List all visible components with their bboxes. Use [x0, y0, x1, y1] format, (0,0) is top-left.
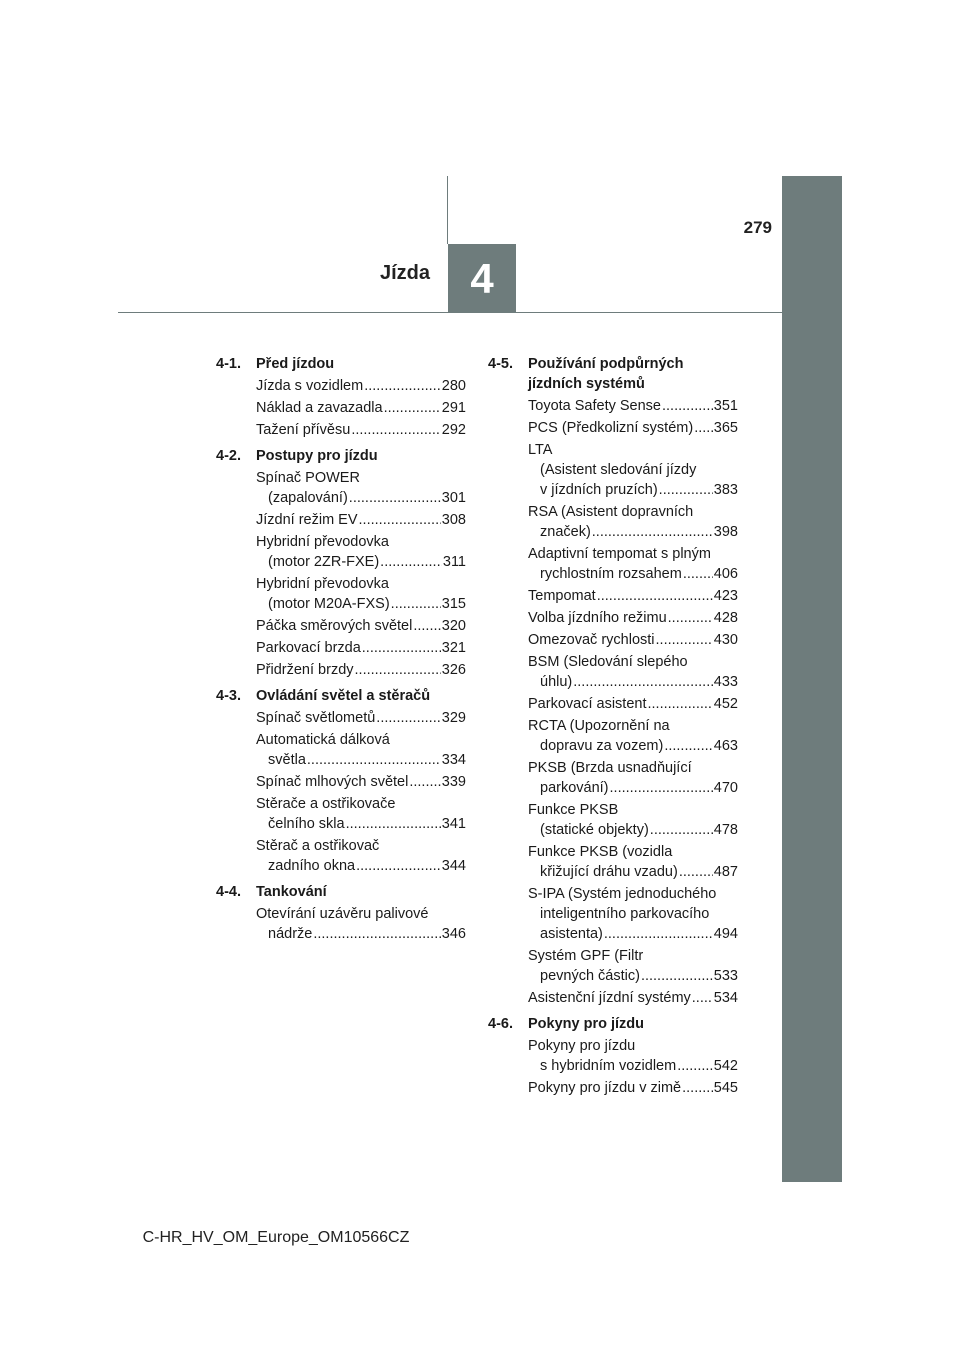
- toc-entry-title: Přidržení brzdy: [256, 662, 354, 678]
- toc-entry-line: [528, 396, 738, 416]
- toc-entry-text-line: (Asistent sledování jízdy: [540, 462, 697, 478]
- toc-entry-page: 423: [713, 588, 738, 604]
- section-heading: [216, 446, 466, 466]
- toc-entry-page: 341: [441, 816, 466, 832]
- toc-entry-title: pevných částic): [540, 968, 640, 984]
- toc-entry[interactable]: [528, 502, 738, 542]
- toc-entry-line: [528, 988, 738, 1008]
- toc-entry-title: Tažení přívěsu: [256, 422, 351, 438]
- toc-entry-title: rychlostním rozsahem: [540, 566, 682, 582]
- dot-leader: [610, 778, 713, 798]
- toc-entry[interactable]: [256, 468, 466, 508]
- toc-section: [488, 354, 738, 1008]
- dot-leader: [604, 924, 713, 944]
- toc-entry-title: Asistenční jízdní systémy: [528, 990, 691, 1006]
- toc-entry-line: [528, 418, 738, 438]
- dot-leader: [362, 638, 441, 658]
- dot-leader: [647, 694, 712, 714]
- toc-entry-text-line: Adaptivní tempomat s plným: [528, 546, 711, 562]
- chapter-side-tab: [782, 176, 842, 1182]
- toc-entry[interactable]: [256, 708, 466, 728]
- dot-leader: [355, 660, 441, 680]
- toc-entry-page: 494: [713, 926, 738, 942]
- toc-entry[interactable]: [256, 398, 466, 418]
- toc-entry-title: světla: [268, 752, 306, 768]
- toc-entry-page: 545: [713, 1080, 738, 1096]
- toc-entry-title: nádrže: [268, 926, 313, 942]
- toc-entry[interactable]: [528, 694, 738, 714]
- section-number: 4-2.: [216, 448, 241, 464]
- toc-entry-title: úhlu): [540, 674, 573, 690]
- toc-entry-title: Parkovací brzda: [256, 640, 361, 656]
- toc-entry[interactable]: [528, 1036, 738, 1076]
- toc-entry-page: 534: [713, 990, 738, 1006]
- toc-entry-title: Tempomat: [528, 588, 596, 604]
- section-number: 4-3.: [216, 688, 241, 704]
- section-heading: [488, 354, 738, 394]
- toc-entry-page: 291: [441, 400, 466, 416]
- toc-entry-text-line: RSA (Asistent dopravních: [528, 504, 694, 520]
- toc-entry[interactable]: [528, 544, 738, 584]
- section-entries: [216, 904, 466, 944]
- toc-entry-page: 428: [713, 610, 738, 626]
- dot-leader: [597, 586, 713, 606]
- toc-entry-page: 463: [713, 738, 738, 754]
- toc-entry-page: 308: [441, 512, 466, 528]
- section-entries: [488, 396, 738, 1008]
- section-number: 4-1.: [216, 356, 241, 372]
- toc-entry[interactable]: [528, 884, 738, 944]
- toc-entry-text-line: Hybridní převodovka: [256, 576, 389, 592]
- toc-section: [216, 882, 466, 944]
- dot-leader: [659, 480, 713, 500]
- toc-entry[interactable]: [528, 800, 738, 840]
- toc-entry-page: 478: [713, 822, 738, 838]
- toc-entry-text-line: Stěrač a ostřikovač: [256, 838, 380, 854]
- toc-entry[interactable]: [528, 842, 738, 882]
- toc-entry-text-line: Systém GPF (Filtr: [528, 948, 644, 964]
- toc-entry-line: [528, 924, 738, 944]
- toc-entry-page: 311: [442, 554, 466, 570]
- toc-entry-text-line: PKSB (Brzda usnadňující: [528, 760, 692, 776]
- chapter-number-box: 4: [448, 244, 516, 313]
- toc-entry[interactable]: [528, 758, 738, 798]
- toc-entry-line: [256, 488, 466, 508]
- toc-entry-title: Volba jízdního režimu: [528, 610, 667, 626]
- toc-entry-page: 433: [713, 674, 738, 690]
- toc-entry-page: 346: [441, 926, 466, 942]
- toc-entry-line: [256, 638, 466, 658]
- toc-entry-line: [256, 552, 466, 572]
- toc-entry-line: [256, 772, 466, 792]
- toc-entry[interactable]: [256, 616, 466, 636]
- toc-entry-text-line: LTA: [528, 442, 553, 458]
- toc-entry-title: Páčka směrových světel: [256, 618, 413, 634]
- chapter-title: Jízda: [379, 262, 430, 284]
- toc-entry-line: [528, 820, 738, 840]
- toc-entry-line: [256, 750, 466, 770]
- dot-leader: [641, 966, 713, 986]
- toc-entry[interactable]: [256, 638, 466, 658]
- dot-leader: [573, 672, 713, 692]
- toc-entry-line: [256, 924, 466, 944]
- dot-leader: [313, 924, 440, 944]
- toc-entry-text-line: Automatická dálková: [256, 732, 390, 748]
- toc-entry-line: [256, 708, 466, 728]
- toc-entry-line: [256, 814, 466, 834]
- toc-entry-text-line: Hybridní převodovka: [256, 534, 389, 550]
- section-heading: [488, 1014, 738, 1034]
- toc-entry-title: křižující dráhu vzadu): [540, 864, 678, 880]
- section-title: Ovládání světel a stěračů: [256, 688, 431, 704]
- section-heading: [216, 354, 466, 374]
- toc-entry-text-line: Otevírání uzávěru palivové: [256, 906, 429, 922]
- dot-leader: [664, 736, 712, 756]
- section-entries: [216, 376, 466, 440]
- dot-leader: [656, 630, 713, 650]
- toc-entry[interactable]: [256, 730, 466, 770]
- document-footer: C-HR_HV_OM_Europe_OM10566CZ: [142, 1229, 410, 1246]
- toc-section: [216, 686, 466, 876]
- toc-entry-page: 533: [713, 968, 738, 984]
- toc-entry-line: [528, 586, 738, 606]
- toc-entry[interactable]: [528, 418, 738, 438]
- toc-entry[interactable]: [256, 904, 466, 944]
- section-title: Před jízdou: [256, 356, 335, 372]
- toc-entry-title: Spínač světlometů: [256, 710, 376, 726]
- toc-entry-line: [256, 594, 466, 614]
- toc-entry-page: 365: [713, 420, 738, 436]
- toc-entry-title: Spínač mlhových světel: [256, 774, 409, 790]
- toc-entry-title: (motor M20A-FXS): [268, 596, 390, 612]
- toc-entry[interactable]: [528, 586, 738, 606]
- toc-section: [488, 1014, 738, 1098]
- toc-entry-line: [528, 736, 738, 756]
- toc-entry-text-line: Pokyny pro jízdu: [528, 1038, 636, 1054]
- toc-entry[interactable]: [256, 772, 466, 792]
- section-title: Pokyny pro jízdu: [528, 1016, 645, 1032]
- toc-entry-line: [528, 1056, 738, 1076]
- toc-entry-line: [256, 856, 466, 876]
- toc-entry-page: 301: [441, 490, 466, 506]
- toc-column-right: [488, 354, 738, 1104]
- toc-entry-title: Toyota Safety Sense: [528, 398, 661, 414]
- dot-leader: [351, 420, 440, 440]
- toc-entry[interactable]: [528, 946, 738, 986]
- toc-entry-line: [528, 480, 738, 500]
- toc-entry-page: 321: [441, 640, 466, 656]
- toc-entry[interactable]: [528, 716, 738, 756]
- dot-leader: [682, 1078, 713, 1098]
- toc-entry-text-line: Spínač POWER: [256, 470, 360, 486]
- toc-entry-page: 542: [713, 1058, 738, 1074]
- dot-leader: [346, 814, 441, 834]
- dot-leader: [662, 396, 713, 416]
- toc-entry-line: [256, 660, 466, 680]
- section-number: 4-5.: [488, 356, 513, 372]
- toc-entry[interactable]: [256, 794, 466, 834]
- toc-entry-line: [528, 630, 738, 650]
- toc-entry-page: 344: [441, 858, 466, 874]
- dot-leader: [694, 418, 713, 438]
- toc-entry-page: 430: [713, 632, 738, 648]
- toc-entry-line: [256, 376, 466, 396]
- section-title: Používání podpůrných jízdních systémů: [528, 356, 684, 392]
- toc-entry-text-line: Funkce PKSB (vozidla: [528, 844, 673, 860]
- dot-leader: [592, 522, 713, 542]
- toc-entry-page: 329: [441, 710, 466, 726]
- toc-entry-title: Jízda s vozidlem: [256, 378, 364, 394]
- toc-entry-text-line: Stěrače a ostřikovače: [256, 796, 396, 812]
- toc-entry-title: PCS (Předkolizní systém): [528, 420, 694, 436]
- toc-entry-text-line: inteligentního parkovacího: [540, 906, 710, 922]
- toc-section: [216, 446, 466, 680]
- dot-leader: [364, 376, 441, 396]
- page-number: 279: [743, 218, 772, 237]
- toc-entry-line: [528, 672, 738, 692]
- toc-entry-line: [256, 398, 466, 418]
- toc-entry-title: Omezovač rychlosti: [528, 632, 655, 648]
- toc-entry-title: Pokyny pro jízdu v zimě: [528, 1080, 682, 1096]
- toc-entry-page: 280: [441, 378, 466, 394]
- toc-entry[interactable]: [528, 988, 738, 1008]
- toc-entry-page: 320: [441, 618, 466, 634]
- toc-entry[interactable]: [528, 440, 738, 500]
- toc-entry-page: 326: [441, 662, 466, 678]
- toc-entry-title: dopravu za vozem): [540, 738, 664, 754]
- toc-entry[interactable]: [528, 1078, 738, 1098]
- toc-entry[interactable]: [256, 574, 466, 614]
- dot-leader: [380, 552, 442, 572]
- section-title: Postupy pro jízdu: [256, 448, 378, 464]
- toc-entry-page: 406: [713, 566, 738, 582]
- toc-entry-page: 351: [713, 398, 738, 414]
- section-heading: [216, 686, 466, 706]
- header-divider-vertical: [447, 176, 448, 244]
- toc-entry[interactable]: [256, 420, 466, 440]
- toc-entry-text-line: BSM (Sledování slepého: [528, 654, 688, 670]
- section-entries: [488, 1036, 738, 1098]
- section-heading: [216, 882, 466, 902]
- toc-entry-text-line: RCTA (Upozornění na: [528, 718, 670, 734]
- dot-leader: [679, 862, 713, 882]
- section-entries: [216, 708, 466, 876]
- toc-entry-line: [528, 564, 738, 584]
- toc-entry-title: (zapalování): [268, 490, 348, 506]
- toc-entry-line: [528, 862, 738, 882]
- toc-entry[interactable]: [528, 608, 738, 628]
- toc-entry-line: [256, 616, 466, 636]
- dot-leader: [356, 856, 441, 876]
- toc-entry-page: 315: [441, 596, 466, 612]
- toc-entry[interactable]: [256, 376, 466, 396]
- toc-entry-title: parkování): [540, 780, 609, 796]
- dot-leader: [307, 750, 441, 770]
- toc-entry-page: 334: [441, 752, 466, 768]
- dot-leader: [683, 564, 713, 584]
- toc-entry-title: Jízdní režim EV: [256, 512, 358, 528]
- dot-leader: [413, 616, 440, 636]
- toc-entry-title: (statické objekty): [540, 822, 649, 838]
- toc-entry[interactable]: [528, 396, 738, 416]
- toc-column-left: [216, 354, 466, 950]
- toc-entry-title: v jízdních pruzích): [540, 482, 658, 498]
- toc-entry-title: (motor 2ZR-FXE): [268, 554, 380, 570]
- dot-leader: [668, 608, 713, 628]
- toc-entry-line: [528, 778, 738, 798]
- toc-entry-title: Parkovací asistent: [528, 696, 647, 712]
- toc-section: [216, 354, 466, 440]
- toc-entry-line: [528, 966, 738, 986]
- section-number: 4-4.: [216, 884, 241, 900]
- dot-leader: [677, 1056, 713, 1076]
- toc-entry-page: 487: [713, 864, 738, 880]
- toc-entry[interactable]: [256, 660, 466, 680]
- toc-entry-title: čelního skla: [268, 816, 345, 832]
- toc-entry-page: 398: [713, 524, 738, 540]
- dot-leader: [349, 488, 441, 508]
- dot-leader: [692, 988, 713, 1008]
- section-title: Tankování: [256, 884, 327, 900]
- dot-leader: [359, 510, 441, 530]
- toc-entry-line: [256, 420, 466, 440]
- toc-entry-text-line: S-IPA (Systém jednoduchého: [528, 886, 717, 902]
- toc-entry-line: [528, 522, 738, 542]
- toc-entry-page: 452: [713, 696, 738, 712]
- dot-leader: [409, 772, 440, 792]
- dot-leader: [384, 398, 441, 418]
- toc-entry[interactable]: [256, 510, 466, 530]
- toc-entry-title: značek): [540, 524, 591, 540]
- toc-entry-page: 470: [713, 780, 738, 796]
- toc-entry-line: [528, 608, 738, 628]
- toc-entry-title: asistenta): [540, 926, 603, 942]
- dot-leader: [650, 820, 713, 840]
- toc-entry[interactable]: [528, 652, 738, 692]
- toc-entry-title: zadního okna: [268, 858, 356, 874]
- section-entries: [216, 468, 466, 680]
- toc-entry-page: 339: [441, 774, 466, 790]
- dot-leader: [391, 594, 441, 614]
- toc-entry[interactable]: [528, 630, 738, 650]
- toc-entry-title: s hybridním vozidlem: [540, 1058, 677, 1074]
- toc-entry[interactable]: [256, 532, 466, 572]
- section-number: 4-6.: [488, 1016, 513, 1032]
- toc-entry-line: [256, 510, 466, 530]
- toc-entry-page: 383: [713, 482, 738, 498]
- dot-leader: [376, 708, 441, 728]
- toc-entry-line: [528, 1078, 738, 1098]
- toc-entry-title: Náklad a zavazadla: [256, 400, 383, 416]
- toc-entry[interactable]: [256, 836, 466, 876]
- toc-entry-text-line: Funkce PKSB: [528, 802, 619, 818]
- toc-entry-page: 292: [441, 422, 466, 438]
- toc-entry-line: [528, 694, 738, 714]
